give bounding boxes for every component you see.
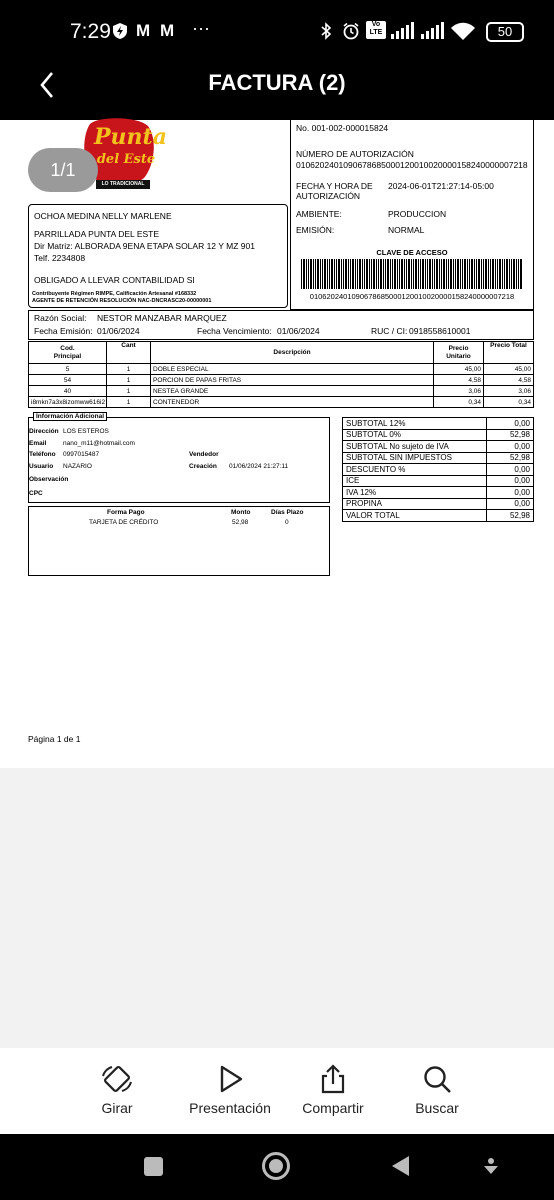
table-row: 54 1 PORCION DE PAPAS FRITAS 4,58 4,58 bbox=[29, 375, 534, 386]
table-row: SUBTOTAL SIN IMPUESTOS 52,98 bbox=[343, 452, 534, 464]
rotate-button[interactable]: Girar bbox=[62, 1064, 172, 1116]
table-row: SUBTOTAL No sujeto de IVA 0,00 bbox=[343, 441, 534, 453]
alarm-icon bbox=[342, 22, 360, 45]
share-button[interactable]: Compartir bbox=[278, 1064, 388, 1116]
search-icon bbox=[422, 1064, 452, 1094]
recents-square-icon[interactable] bbox=[144, 1157, 163, 1176]
wifi-icon bbox=[450, 22, 476, 47]
status-bar bbox=[0, 0, 554, 62]
table-row: 40 1 NESTEA GRANDE 3,06 3,06 bbox=[29, 386, 534, 397]
barcode bbox=[301, 259, 523, 289]
assistant-icon[interactable] bbox=[480, 1156, 502, 1183]
company-logo: Punta del Este LO TRADICIONAL bbox=[78, 116, 158, 192]
more-dots-icon: ··· bbox=[192, 18, 210, 38]
gmail-icon: M bbox=[160, 21, 175, 40]
page-footer: Página 1 de 1 bbox=[28, 734, 81, 744]
table-row: PROPINA 0,00 bbox=[343, 498, 534, 510]
issuer-box: OCHOA MEDINA NELLY MARLENE PARRILLADA PUNTA DEL ESTE Dir Matriz: ALBORADA 9ENA ETAPA SOLAR 12 Y MZ 901 Telf. 2234808 OBLIGADO A LLEVAR CONTABILIDAD SI Contribuyente Régimen RIMPE, Calificación Artesanal #168332 AGENTE DE RETENCIÓN RESOLUCIÓN NAC-DNCRASC20-00000001 bbox=[28, 204, 288, 308]
totals-table bbox=[342, 417, 534, 522]
table-row: VALOR TOTAL 52,98 bbox=[343, 510, 534, 522]
bluetooth-icon bbox=[320, 22, 332, 45]
presentation-button[interactable]: Presentación bbox=[175, 1064, 285, 1116]
vpn-icon bbox=[112, 22, 128, 45]
page-title: FACTURA (2) bbox=[208, 70, 346, 95]
table-row: 5 1 DOBLE ESPECIAL 45,00 45,00 bbox=[29, 364, 534, 375]
table-row: SUBTOTAL 0% 52,98 bbox=[343, 429, 534, 441]
rotate-icon bbox=[100, 1064, 134, 1094]
battery-icon: 50 bbox=[486, 22, 524, 42]
table-row: DESCUENTO % 0,00 bbox=[343, 464, 534, 476]
signal-icon bbox=[420, 22, 444, 45]
additional-info-box: Información Adicional Dirección LOS ESTEROS Email nano_m11@hotmail.com Teléfono 0997015487 Vendedor Usuario NAZARIO Creación 01/06/2024 21:27:11 Observación CPC bbox=[28, 417, 330, 503]
payment-box: Forma Pago Monto Días Plazo TARJETA DE CRÉDITO 52,98 0 bbox=[28, 506, 330, 576]
items-table: Cod. Principal Cant Descripción Precio Unitario Precio Total 5 1 DOBLE ESPECIAL 45,00 45,00 54 1 PORCION DE PAPAS FRITAS 4,58 4,58 40 1 NESTEA GRANDE 3,06 3,06 i8mkn7a3x8izomww616i2 1 CONTENEDOR 0,34 0,34 bbox=[28, 341, 534, 408]
back-triangle-icon[interactable] bbox=[390, 1154, 410, 1183]
table-row: i8mkn7a3x8izomww616i2 1 CONTENEDOR 0,34 0,34 bbox=[29, 397, 534, 408]
signal-icon bbox=[390, 22, 414, 45]
home-circle-icon[interactable] bbox=[262, 1152, 290, 1180]
table-row: ICE 0,00 bbox=[343, 475, 534, 487]
gmail-icon: M bbox=[136, 21, 151, 40]
authorization-box: No. 001-002-000015824 NÚMERO DE AUTORIZACIÓN 0106202401090678685000120010020000158240000007218 FECHA Y HORA DE AUTORIZACIÓN 2024-06-01T21:27:14-05:00 AMBIENTE: PRODUCCION EMISIÓN: NORMAL CLAVE DE ACCESO 0106202401090678685000120010020000158240000007218 bbox=[290, 112, 534, 310]
status-time: 7:29 bbox=[70, 20, 111, 43]
table-row: IVA 12% 0,00 bbox=[343, 487, 534, 499]
play-icon bbox=[215, 1064, 245, 1094]
customer-box: Razón Social: NESTOR MANZABAR MARQUEZ Fecha Emisión: 01/06/2024 Fecha Vencimiento: 01/06/2024 RUC / CI: 0918558610001 bbox=[28, 310, 534, 340]
share-icon bbox=[318, 1064, 348, 1094]
table-row: SUBTOTAL 12% 0,00 bbox=[343, 418, 534, 430]
volte-icon: Vo LTE bbox=[366, 21, 386, 39]
search-button[interactable]: Buscar bbox=[382, 1064, 492, 1116]
viewer-background bbox=[0, 768, 554, 1048]
page-indicator: 1/1 bbox=[28, 148, 98, 192]
